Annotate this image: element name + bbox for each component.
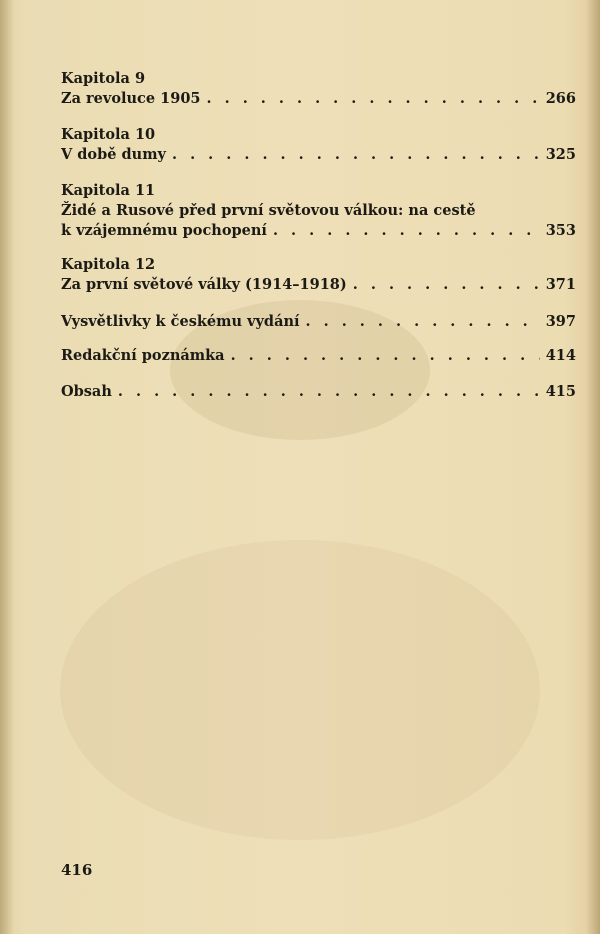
dot-leader <box>306 313 540 331</box>
toc-entry-chapter-11[interactable] <box>61 182 576 240</box>
page-number: 397 <box>545 313 576 330</box>
toc-entry-chapter-10[interactable] <box>61 126 576 164</box>
page-number: 415 <box>545 383 576 400</box>
dot-leader <box>273 222 540 240</box>
dot-leader <box>207 90 540 108</box>
page-number: 325 <box>545 146 576 163</box>
dot-leader <box>172 146 540 164</box>
section-title: Redakční poznámka <box>61 347 225 364</box>
chapter-title: Za první světové války (1914–1918) <box>61 276 347 293</box>
section-title: Vysvětlivky k českému vydání <box>61 313 300 330</box>
chapter-title: V době dumy <box>61 146 166 163</box>
chapter-label: Kapitola 10 <box>61 126 156 143</box>
dot-leader <box>353 276 540 294</box>
page-number: 371 <box>545 276 576 293</box>
toc-entry-chapter-9[interactable] <box>61 70 576 108</box>
paper-stain-lower <box>60 540 540 840</box>
page-number: 353 <box>545 222 576 239</box>
section-title: Obsah <box>61 383 112 400</box>
dot-leader <box>118 383 540 401</box>
page-edge-right <box>586 0 600 934</box>
chapter-title-line-1: Židé a Rusové před první světovou válkou: na cestě <box>61 202 476 219</box>
toc-entry-chapter-12[interactable] <box>61 256 576 294</box>
chapter-label: Kapitola 12 <box>61 256 156 273</box>
chapter-title: Za revoluce 1905 <box>61 90 201 107</box>
toc-entry-contents[interactable] <box>61 383 576 401</box>
toc-entry-editorial-note[interactable] <box>61 347 576 365</box>
page-edge-left <box>0 0 14 934</box>
toc-entry-explanatory-notes[interactable] <box>61 313 576 331</box>
chapter-title-line-2: k vzájemnému pochopení <box>61 222 267 239</box>
chapter-label: Kapitola 9 <box>61 70 146 87</box>
chapter-label: Kapitola 11 <box>61 182 156 199</box>
page-number: 266 <box>545 90 576 107</box>
dot-leader <box>231 347 540 365</box>
page-number: 414 <box>545 347 576 364</box>
page-folio: 416 <box>61 861 93 879</box>
